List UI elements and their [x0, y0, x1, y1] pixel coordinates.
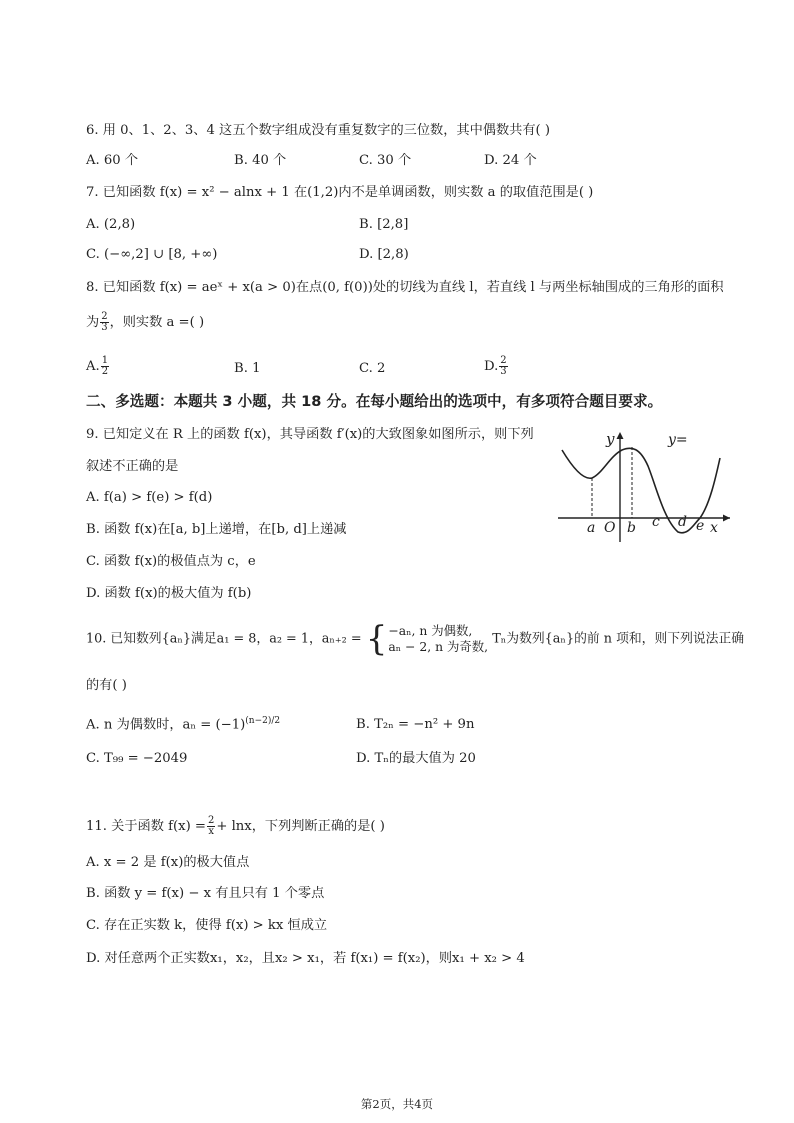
q10-option-a: [86, 712, 280, 734]
q6-option-d: D. 24 个: [484, 153, 537, 168]
q6-stem: 6. 用 0、1、2、3、4 这五个数字组成没有重复数字的三位数，其中偶数共有( ): [86, 123, 551, 138]
q7-option-d: D. [2,8): [359, 247, 409, 262]
point-b-label: b: [627, 520, 636, 536]
q8-stem-prefix: 为: [86, 315, 100, 330]
function-label: y=: [668, 432, 688, 448]
derivative-graph: [554, 426, 734, 544]
q8-option-a-num: 1: [101, 355, 109, 366]
q8-option-a-den: 2: [101, 366, 109, 377]
q11-stem-fraction: [207, 816, 215, 837]
q10-option-a-exponent: (n−2)/2: [245, 716, 281, 726]
q9-stem-line1: 9. 已知定义在 R 上的函数 f(x)，其导函数 f′(x)的大致图象如图所示，则下列: [86, 427, 534, 442]
q11-stem: [86, 816, 385, 837]
q10-piecewise: [365, 619, 489, 659]
q9-option-b: B. 函数 f(x)在[a, b]上递增，在[b, d]上递减: [86, 522, 347, 537]
q8-option-d-label: D.: [484, 359, 499, 374]
q10-brace: {: [365, 619, 388, 659]
q8-option-a: [86, 356, 110, 377]
q11-option-b: B. 函数 y = f(x) − x 有且只有 1 个零点: [86, 886, 325, 901]
q8-stem-line1: 8. 已知函数 f(x) = aeˣ + x(a > 0)在点(0, f(0))处的切线为直线 l，若直线 l 与两坐标轴围成的三角形的面积: [86, 280, 724, 295]
point-a-label: a: [587, 520, 596, 536]
q6-option-b: B. 40 个: [234, 153, 287, 168]
q11-frac-numerator: 2: [207, 815, 215, 826]
q10-cases: [388, 623, 488, 655]
q11-stem-prefix: 11. 关于函数 f(x) =: [86, 819, 206, 834]
y-axis-arrow: [617, 432, 624, 439]
point-e-label: e: [696, 518, 705, 534]
q9-stem-line2: 叙述不正确的是: [86, 459, 179, 474]
q8-option-b: B. 1: [234, 361, 261, 376]
q6-option-c: C. 30 个: [359, 153, 412, 168]
q6-option-a: A. 60 个: [86, 153, 139, 168]
origin-label: O: [604, 520, 616, 536]
q8-frac-denominator: 3: [101, 322, 108, 333]
q7-stem: 7. 已知函数 f(x) = x² − alnx + 1 在(1,2)内不是单调函数，则实数 a 的取值范围是( ): [86, 185, 594, 200]
q10-option-a-text: A. n 为偶数时，aₙ = (−1): [86, 717, 246, 733]
q11-stem-suffix: + lnx，下列判断正确的是( ): [216, 819, 385, 834]
x-axis-label: x: [710, 520, 718, 536]
q8-option-a-label: A.: [86, 359, 100, 374]
y-axis-label: y: [606, 430, 615, 448]
page-footer: 第2页，共4页: [360, 1097, 434, 1111]
q10-option-d: D. Tₙ的最大值为 20: [356, 751, 476, 766]
q10-stem: [86, 619, 745, 659]
q10-option-c: C. T₉₉ = −2049: [86, 751, 188, 766]
q8-option-a-fraction: [101, 356, 109, 377]
q8-stem-line2: [86, 312, 204, 333]
q8-stem-suffix: ，则实数 a =( ): [109, 315, 205, 330]
x-axis-arrow: [723, 515, 730, 522]
q10-stem-line2: 的有( ): [86, 678, 127, 693]
point-d-label: d: [678, 514, 687, 530]
q8-option-c: C. 2: [359, 361, 386, 376]
q11-option-d: D. 对任意两个正实数x₁，x₂，且x₂ > x₁，若 f(x₁) = f(x₂)，则x₁ + x₂ > 4: [86, 951, 525, 966]
section-2-heading: 二、多选题：本题共 3 小题，共 18 分。在每小题给出的选项中，有多项符合题目要求。: [86, 393, 663, 410]
q10-case-even: −aₙ, n 为偶数,: [388, 623, 473, 638]
q8-option-d-fraction: [499, 356, 507, 377]
q10-option-b: B. T₂ₙ = −n² + 9n: [356, 717, 475, 732]
q9-option-a: A. f(a) > f(e) > f(d): [86, 490, 213, 505]
q8-option-d-num: 2: [500, 355, 507, 366]
q8-stem-fraction: [100, 312, 108, 333]
q9-option-d: D. 函数 f(x)的极大值为 f(b): [86, 586, 252, 601]
point-c-label: c: [652, 514, 660, 530]
q7-option-c: C. (−∞,2] ∪ [8, +∞): [86, 247, 218, 262]
q11-option-c: C. 存在正实数 k，使得 f(x) > kx 恒成立: [86, 918, 328, 933]
q7-option-b: B. [2,8]: [359, 217, 409, 232]
q8-option-d: [484, 356, 509, 377]
q8-option-d-den: 3: [500, 366, 507, 377]
q10-stem-suffix: Tₙ为数列{aₙ}的前 n 项和，则下列说法正确: [492, 631, 745, 647]
q10-case-odd: aₙ − 2, n 为奇数,: [388, 639, 489, 654]
q8-frac-numerator: 2: [101, 311, 108, 322]
q7-option-a: A. (2,8): [86, 217, 136, 232]
q9-option-c: C. 函数 f(x)的极值点为 c，e: [86, 554, 256, 569]
q11-option-a: A. x = 2 是 f(x)的极大值点: [86, 855, 250, 870]
q11-frac-denominator: x: [208, 826, 214, 837]
q10-stem-prefix: 10. 已知数列{aₙ}满足a₁ = 8，a₂ = 1，aₙ₊₂ =: [86, 631, 362, 647]
